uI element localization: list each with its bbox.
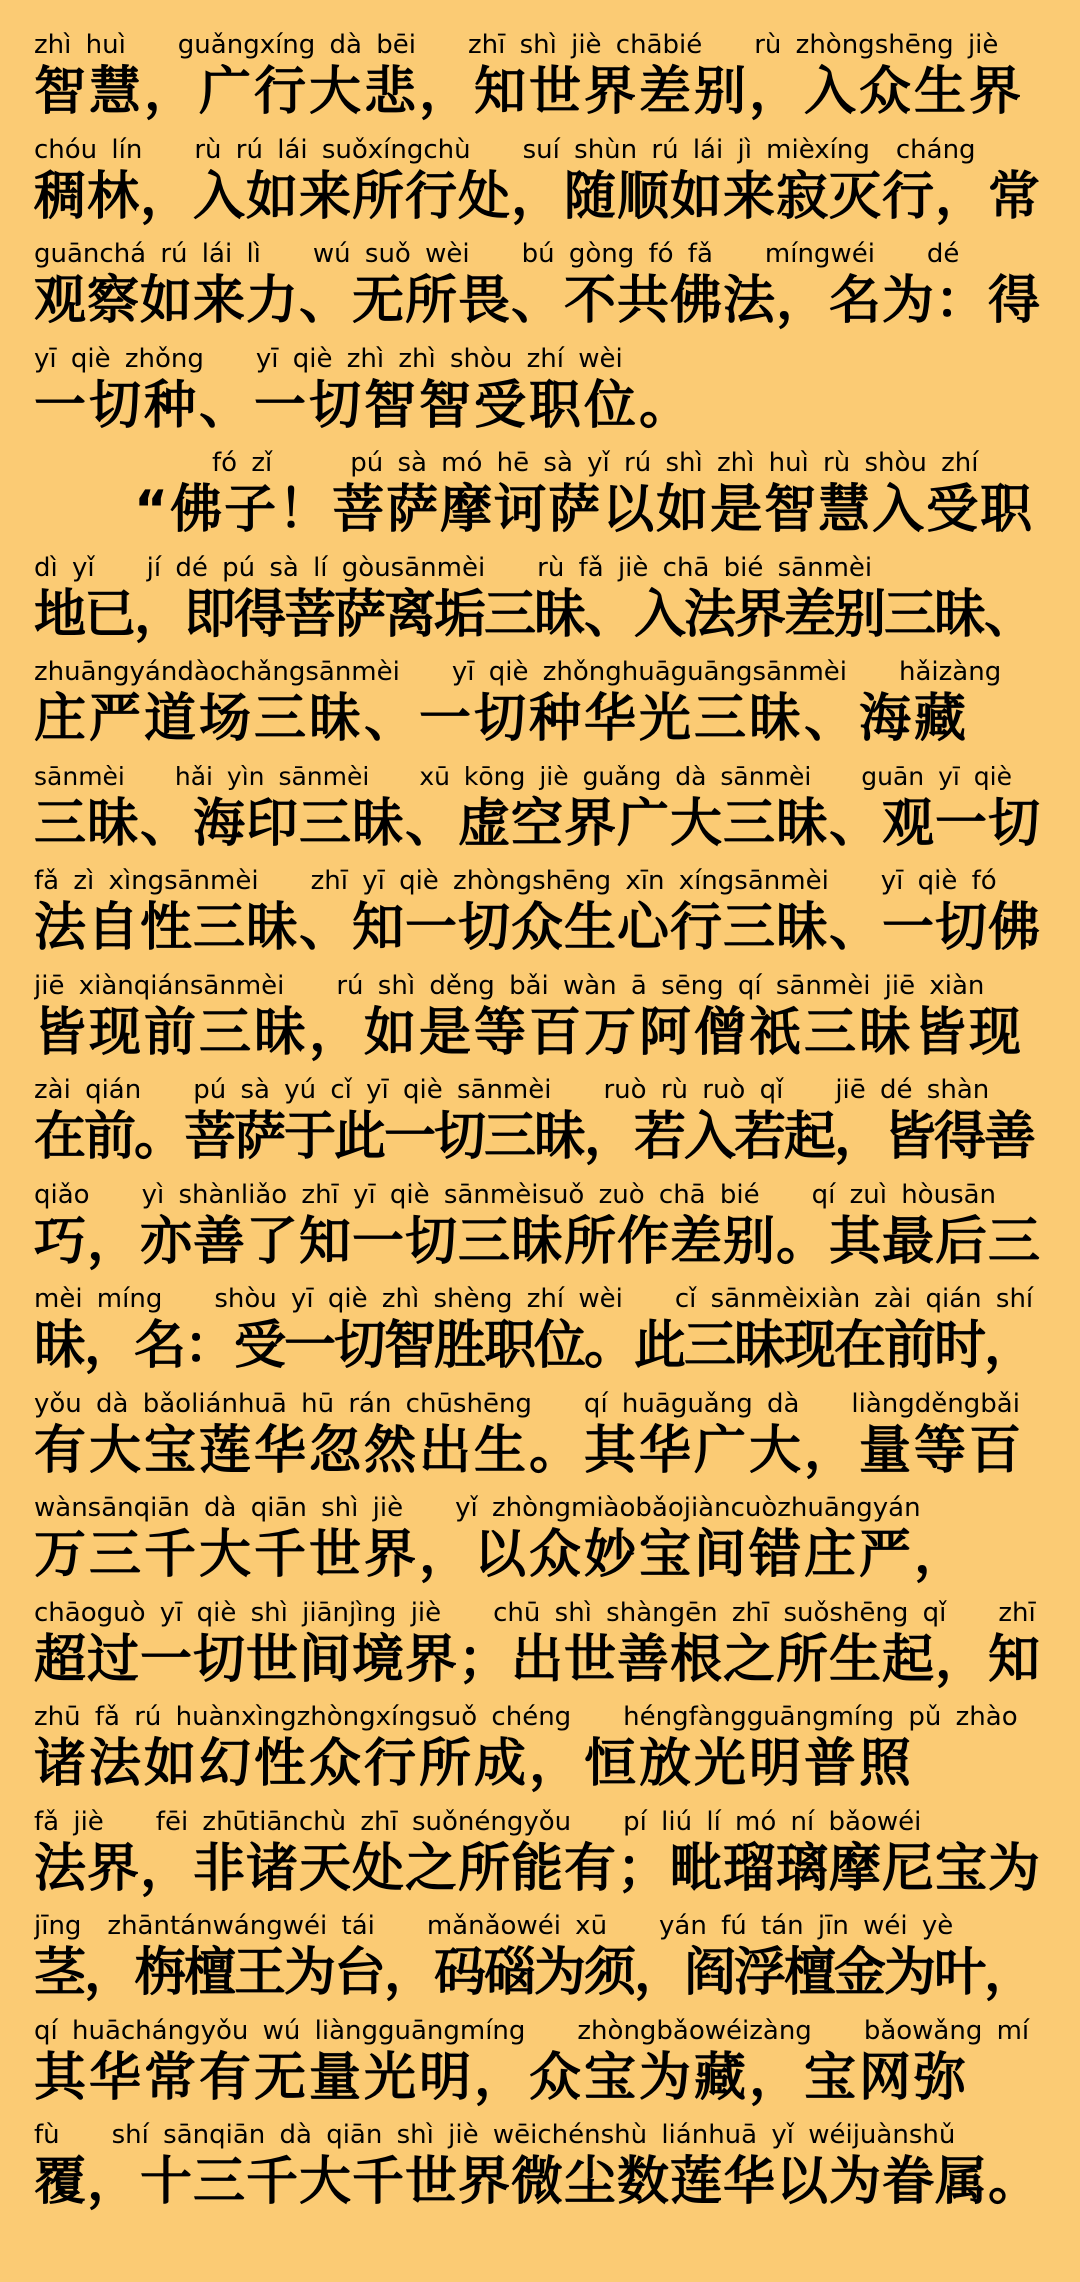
pinyin-annotation: guānchá rú lái lì wú suǒ wèi bú gòng fó fǎ míngwéi dé (34, 239, 960, 269)
pinyin-annotation: zhì huì guǎngxíng dà bēi zhī shì jiè chābié rù zhòngshēng jiè (34, 30, 999, 60)
pinyin-annotation: yǒu dà bǎoliánhuā hū rán chūshēng qí huāguǎng dà liàngděngbǎi (34, 1388, 1020, 1419)
text-line (34, 1180, 1046, 1285)
pinyin-annotation: zài qián pú sà yú cǐ yī qiè sānmèi ruò rù ruò qǐ jiē dé shàn (34, 1075, 990, 1105)
chinese-text: 一切种、一切智智受职位。 (34, 375, 695, 436)
pinyin-annotation: fó zǐ pú sà mó hē sà yǐ rú shì zhì huì rù shòu zhí (212, 448, 979, 478)
text-line (34, 1284, 1046, 1389)
text-line (34, 971, 1046, 1076)
chinese-text: 巧，亦善了知一切三昧所作差别。其最后三 (34, 1211, 1042, 1272)
chinese-text: 覆，十三千大千世界微尘数莲华以为眷属。 (34, 2152, 1042, 2212)
pinyin-annotation: qí huāchángyǒu wú liàngguāngmíng zhòngbǎowéizàng bǎowǎng mí (34, 2015, 1030, 2046)
pinyin-annotation: mèi míng shòu yī qiè zhì shèng zhí wèi cǐ sānmèixiàn zài qián shí (34, 1284, 1034, 1314)
pinyin-annotation: wànsānqiān dà qiān shì jiè yǐ zhòngmiàobǎojiàncuòzhuāngyán (34, 1493, 921, 1523)
chinese-text: 其华常有无量光明，众宝为藏，宝网弥 (34, 2047, 970, 2108)
pinyin-annotation: dì yǐ jí dé pú sà lí gòusānmèi rù fǎ jiè chā bié sānmèi (34, 552, 873, 583)
chinese-text: 法界，非诸天处之所能有；毗瑠璃摩尼宝为 (34, 1838, 1042, 1899)
pinyin-annotation: zhuāngyándàochǎngsānmèi yī qiè zhǒnghuāguāngsānmèi hǎizàng (34, 657, 1002, 687)
chinese-text: 观察如来力、无所畏、不共佛法，名为：得 (34, 271, 1042, 331)
chinese-text: 昧，名：受一切智胜职位。此三昧现在前时， (34, 1316, 1035, 1376)
text-line-paragraph-start (34, 448, 1046, 553)
chinese-text: 茎，栴檀王为台，码碯为须，阎浮檀金为叶， (34, 1943, 1035, 2003)
chinese-text: 稠林，入如来所行处，随顺如来寂灭行，常 (34, 166, 1042, 227)
text-line (34, 1493, 1046, 1598)
chinese-text: 有大宝莲华忽然出生。其华广大，量等百 (34, 1420, 1025, 1481)
chinese-text: 超过一切世间境界；出世善根之所生起，知 (34, 1629, 1042, 1690)
chinese-text: 万三千大千世界，以众妙宝间错庄严， (34, 1525, 970, 1585)
text-line (34, 1807, 1046, 1912)
chinese-text: 庄严道场三昧、一切种华光三昧、海藏 (34, 689, 970, 749)
chinese-text: 三昧、海印三昧、虚空界广大三昧、观一切 (34, 793, 1042, 854)
pinyin-annotation: chóu lín rù rú lái suǒxíngchù suí shùn rú lái jì mièxíng cháng (34, 134, 976, 165)
pinyin-annotation: qiǎo yì shànliǎo zhī yī qiè sānmèisuǒ zuò chā bié qí zuì hòusān (34, 1179, 997, 1210)
pinyin-annotation: fù shí sānqiān dà qiān shì jiè wēichénshù liánhuā yǐ wéijuànshǔ (34, 2120, 956, 2150)
text-line (34, 553, 1046, 658)
text-line (34, 1389, 1046, 1494)
pinyin-annotation: sānmèi hǎi yìn sānmèi xū kōng jiè guǎng dà sānmèi guān yī qiè (34, 761, 1012, 791)
text-line (34, 135, 1046, 240)
chinese-text: 智慧，广行大悲，知世界差别，入众生界 (34, 62, 1025, 122)
pinyin-annotation: jiē xiànqiánsānmèi rú shì děng bǎi wàn ā sēng qí sānmèi jiē xiàn (34, 970, 985, 1001)
text-line (34, 1911, 1046, 2016)
chinese-text: 皆现前三昧，如是等百万阿僧祇三昧皆现 (34, 1002, 1025, 1063)
text-line (34, 1075, 1046, 1180)
text-line (34, 866, 1046, 971)
chinese-text: 法自性三昧、知一切众生心行三昧、一切佛 (34, 898, 1042, 958)
text-line (34, 30, 1046, 135)
text-line (34, 762, 1046, 867)
text-line (34, 344, 1046, 449)
pinyin-annotation: fǎ zì xìngsānmèi zhī yī qiè zhòngshēng xīn xíngsānmèi yī qiè fó (34, 866, 997, 896)
chinese-text: 诸法如幻性众行所成，恒放光明普照 (34, 1734, 915, 1794)
text-line (34, 2016, 1046, 2121)
text-line (34, 1702, 1046, 1807)
pinyin-annotation: yī qiè zhǒng yī qiè zhì zhì shòu zhí wèi (34, 343, 623, 374)
text-line (34, 657, 1046, 762)
chinese-text: “佛子！菩萨摩诃萨以如是智慧入受职 (134, 480, 1035, 540)
pinyin-annotation: chāoguò yī qiè shì jiānjìng jiè chū shì shàngēn zhī suǒshēng qǐ zhī (34, 1597, 1036, 1628)
text-line (34, 1598, 1046, 1703)
pinyin-annotation: fǎ jiè fēi zhūtiānchù zhī suǒnéngyǒu pí liú lí mó ní bǎowéi (34, 1806, 922, 1837)
text-line (34, 239, 1046, 344)
pinyin-annotation: zhū fǎ rú huànxìngzhòngxíngsuǒ chéng héngfàngguāngmíng pǔ zhào (34, 1702, 1018, 1732)
chinese-text: 在前。菩萨于此一切三昧，若入若起，皆得善 (34, 1107, 1035, 1167)
text-line (34, 2120, 1046, 2225)
pinyin-annotation: jīng zhāntánwángwéi tái mǎnǎowéi xū yán fú tán jīn wéi yè (34, 1911, 954, 1941)
chinese-text: 地已，即得菩萨离垢三昧、入法界差别三昧、 (34, 584, 1035, 645)
